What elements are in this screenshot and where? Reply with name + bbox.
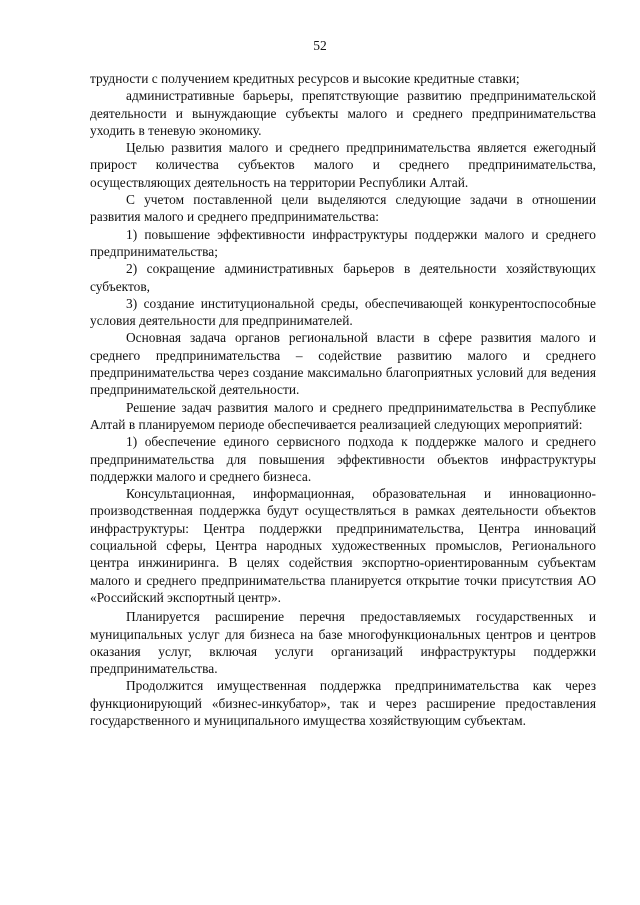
paragraph-infrastructure-support: Консультационная, информационная, образовательная и инновационно-производственная поддержка будут осуществляться в рамках деятельности объектов инфраструктуры: Центра поддержки предпринимательства, Центра инноваций социальной сферы, Центра народных художественных промыслов, Регионального центра инжиниринга. В целях содействия экспортно-ориентированным субъектам малого и среднего предпринимательства планируется открытие точки присутствия АО «Российский экспортный центр». <box>90 486 596 605</box>
paragraph-measure-1: 1) обеспечение единого сервисного подхода к поддержке малого и среднего предпринимательства для повышения эффективности объектов инфраструктуры поддержки малого и среднего бизнеса. <box>90 434 596 484</box>
paragraph-task-3: 3) создание институциональной среды, обеспечивающей конкурентоспособные условия деятельности для предпринимателей. <box>90 295 596 329</box>
paragraph-credit-difficulties: трудности с получением кредитных ресурсов и высокие кредитные ставки; <box>90 71 520 86</box>
paragraph-task-2: 2) сокращение административных барьеров в деятельности хозяйствующих субъектов, <box>90 261 596 294</box>
paragraph-measures-intro: Решение задач развития малого и среднего предпринимательства в Республике Алтай в планируемом периоде обеспечивается реализацией следующих мероприятий: <box>90 399 596 432</box>
paragraph-task-1: 1) повышение эффективности инфраструктуры поддержки малого и среднего предпринимательства; <box>90 226 596 259</box>
page-number: 52 <box>313 38 327 53</box>
paragraph-administrative-barriers: административные барьеры, препятствующие развитию предпринимательской деятельности и вынуждающие субъекты малого и среднего предпринимательства уходить в теневую экономику. <box>90 88 596 138</box>
page-body <box>90 70 596 729</box>
paragraph-tasks-intro: С учетом поставленной цели выделяются следующие задачи в отношении развития малого и среднего предпринимательства: <box>90 192 596 225</box>
paragraph-development-goal: Целью развития малого и среднего предпринимательства является ежегодный прирост количества субъектов малого и среднего предпринимательства, осуществляющих деятельность на территории Республики Алтай. <box>90 140 596 190</box>
paragraph-main-task: Основная задача органов региональной власти в сфере развития малого и среднего предпринимательства – содействие развитию малого и среднего предпринимательства через создание максимально благоприятных условий для ведения предпринимательской деятельности. <box>90 330 596 398</box>
paragraph-property-support: Продолжится имущественная поддержка предпринимательства как через функционирующий «бизнес-инкубатор», так и через расширение предоставления государственного и муниципального имущества хозяйствующим субъектам. <box>90 678 596 728</box>
paragraph-services-expansion: Планируется расширение перечня предоставляемых государственных и муниципальных услуг для бизнеса на базе многофункциональных центров и центров оказания услуг, включая услуги организаций инфраструктуры поддержки предпринимательства. <box>90 609 596 677</box>
